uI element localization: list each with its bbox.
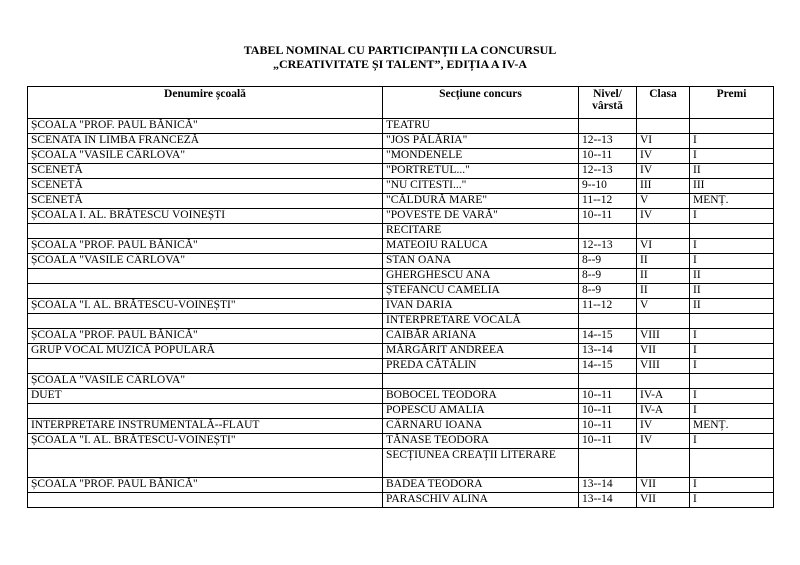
cell-section: "NU CITESTI..." [383, 179, 579, 194]
table-row [28, 478, 774, 493]
participants-table [27, 86, 774, 508]
cell-section: POPESCU AMALIA [383, 404, 579, 419]
document-title-line1: TABEL NOMINAL CU PARTICIPANȚII LA CONCURSUL [243, 43, 557, 57]
cell-level: 10--11 [579, 404, 637, 419]
cell-prize: I [690, 254, 774, 269]
cell-section: "PORTRETUL..." [383, 164, 579, 179]
cell-school: ȘCOALA "VASILE CÂRLOVA" [28, 254, 383, 269]
cell-prize: I [690, 478, 774, 493]
cell-class [637, 119, 690, 134]
cell-section: PREDA CĂTĂLIN [383, 359, 579, 374]
cell-class: V [637, 299, 690, 314]
cell-level: 10--11 [579, 419, 637, 434]
cell-prize: I [690, 359, 774, 374]
cell-school: ȘCOALA "PROF. PAUL BĂNICĂ" [28, 239, 383, 254]
header-level: Nivel/ vârstă [579, 87, 637, 119]
cell-level: 10--11 [579, 209, 637, 224]
cell-school [28, 493, 383, 508]
cell-class [637, 314, 690, 329]
cell-school [28, 224, 383, 239]
cell-level [579, 314, 637, 329]
cell-section [383, 374, 579, 389]
cell-class: III [637, 179, 690, 194]
cell-prize [690, 314, 774, 329]
table-row [28, 194, 774, 209]
table-row [28, 493, 774, 508]
cell-school: SCENETĂ [28, 194, 383, 209]
cell-prize: II [690, 284, 774, 299]
table-header-row [28, 87, 774, 119]
cell-level [579, 119, 637, 134]
cell-level [579, 449, 637, 478]
header-school: Denumire școală [28, 87, 383, 119]
cell-level: 14--15 [579, 359, 637, 374]
table-row [28, 389, 774, 404]
cell-level: 8--9 [579, 254, 637, 269]
table-row [28, 254, 774, 269]
cell-section: TEATRU [383, 119, 579, 134]
cell-level: 12--13 [579, 134, 637, 149]
cell-class: IV-A [637, 404, 690, 419]
cell-class [637, 374, 690, 389]
cell-prize: I [690, 434, 774, 449]
cell-level: 14--15 [579, 329, 637, 344]
cell-section: STAN OANA [383, 254, 579, 269]
cell-prize: I [690, 329, 774, 344]
cell-prize: II [690, 164, 774, 179]
cell-section: ȘTEFANCU CAMELIA [383, 284, 579, 299]
cell-section: CAIBĂR ARIANA [383, 329, 579, 344]
cell-section: IVAN DARIA [383, 299, 579, 314]
cell-level: 10--11 [579, 434, 637, 449]
cell-section: TĂNASE TEODORA [383, 434, 579, 449]
cell-class: VI [637, 134, 690, 149]
table-row [28, 119, 774, 134]
cell-class: IV-A [637, 389, 690, 404]
table-row [28, 344, 774, 359]
cell-prize: III [690, 179, 774, 194]
cell-prize: I [690, 134, 774, 149]
cell-section: BOBOCEL TEODORA [383, 389, 579, 404]
table-row [28, 209, 774, 224]
table-body [28, 119, 774, 508]
cell-school [28, 284, 383, 299]
cell-prize [690, 119, 774, 134]
cell-class: IV [637, 164, 690, 179]
cell-class: IV [637, 209, 690, 224]
cell-level: 11--12 [579, 194, 637, 209]
cell-level: 10--11 [579, 149, 637, 164]
cell-school [28, 269, 383, 284]
cell-level: 8--9 [579, 284, 637, 299]
cell-level: 10--11 [579, 389, 637, 404]
cell-class: II [637, 254, 690, 269]
cell-prize: II [690, 299, 774, 314]
table-row [28, 449, 774, 478]
cell-school: DUET [28, 389, 383, 404]
table-row [28, 239, 774, 254]
cell-school: INTERPRETARE INSTRUMENTALĂ--FLAUT [28, 419, 383, 434]
cell-school: ȘCOALA "VASILE CÂRLOVA" [28, 374, 383, 389]
table-row [28, 359, 774, 374]
cell-school [28, 449, 383, 478]
cell-class: VII [637, 344, 690, 359]
cell-class [637, 224, 690, 239]
cell-section: SECȚIUNEA CREAȚII LITERARE [383, 449, 579, 478]
cell-section: CÂRNARU IOANA [383, 419, 579, 434]
header-section: Secțiune concurs [383, 87, 579, 119]
cell-class: IV [637, 434, 690, 449]
table-row [28, 149, 774, 164]
table-row [28, 314, 774, 329]
cell-school: ȘCOALA I. AL. BRĂTESCU VOINEȘTI [28, 209, 383, 224]
cell-level: 12--13 [579, 164, 637, 179]
cell-section: MĂRGĂRIT ANDREEA [383, 344, 579, 359]
cell-school [28, 314, 383, 329]
cell-school: GRUP VOCAL MUZICĂ POPULARĂ [28, 344, 383, 359]
cell-prize [690, 374, 774, 389]
cell-section: INTERPRETARE VOCALĂ [383, 314, 579, 329]
cell-school: ȘCOALA "VASILE CÂRLOVA" [28, 149, 383, 164]
table-row [28, 224, 774, 239]
cell-school [28, 404, 383, 419]
cell-school [28, 359, 383, 374]
cell-level: 13--14 [579, 478, 637, 493]
table-row [28, 164, 774, 179]
cell-school: ȘCOALA "PROF. PAUL BĂNICĂ" [28, 329, 383, 344]
header-prizes: Premi [690, 87, 774, 119]
cell-class: IV [637, 149, 690, 164]
cell-level: 8--9 [579, 269, 637, 284]
cell-prize: MENȚ. [690, 194, 774, 209]
cell-prize: MENȚ. [690, 419, 774, 434]
cell-prize: I [690, 149, 774, 164]
table-row [28, 134, 774, 149]
cell-class: VIII [637, 359, 690, 374]
cell-school: SCENETĂ [28, 179, 383, 194]
cell-class: VIII [637, 329, 690, 344]
cell-section: "MONDENELE [383, 149, 579, 164]
cell-section: GHERGHESCU ANA [383, 269, 579, 284]
cell-class: II [637, 269, 690, 284]
cell-level: 13--14 [579, 493, 637, 508]
cell-prize: I [690, 493, 774, 508]
document-title-line2: „CREATIVITATE ȘI TALENT”, EDIȚIA A IV-A [272, 57, 528, 71]
cell-school: ȘCOALA "I. AL. BRĂTESCU-VOINEȘTI" [28, 299, 383, 314]
table-row [28, 419, 774, 434]
cell-school: SCENATA IN LIMBA FRANCEZĂ [28, 134, 383, 149]
cell-section: "JOS PĂLĂRIA" [383, 134, 579, 149]
cell-prize: I [690, 344, 774, 359]
cell-prize: I [690, 404, 774, 419]
table-row [28, 434, 774, 449]
table-row [28, 284, 774, 299]
cell-prize: I [690, 389, 774, 404]
cell-class: VII [637, 478, 690, 493]
cell-class: VII [637, 493, 690, 508]
cell-section: BADEA TEODORA [383, 478, 579, 493]
cell-level: 9--10 [579, 179, 637, 194]
cell-level: 12--13 [579, 239, 637, 254]
cell-prize: I [690, 239, 774, 254]
cell-level [579, 224, 637, 239]
cell-level: 13--14 [579, 344, 637, 359]
cell-school: ȘCOALA "PROF. PAUL BĂNICĂ" [28, 119, 383, 134]
cell-section: PARASCHIV ALINA [383, 493, 579, 508]
cell-class: IV [637, 419, 690, 434]
cell-prize [690, 449, 774, 478]
cell-section: MATEOIU RALUCA [383, 239, 579, 254]
cell-school: ȘCOALA "I. AL. BRĂTESCU-VOINEȘTI" [28, 434, 383, 449]
cell-class: VI [637, 239, 690, 254]
table-row [28, 299, 774, 314]
cell-class: V [637, 194, 690, 209]
cell-level [579, 374, 637, 389]
cell-prize: II [690, 269, 774, 284]
cell-prize [690, 224, 774, 239]
cell-class [637, 449, 690, 478]
cell-prize: I [690, 209, 774, 224]
table-row [28, 404, 774, 419]
cell-level: 11--12 [579, 299, 637, 314]
cell-class: II [637, 284, 690, 299]
table-row [28, 269, 774, 284]
cell-school: ȘCOALA "PROF. PAUL BĂNICĂ" [28, 478, 383, 493]
table-row [28, 374, 774, 389]
header-class: Clasa [637, 87, 690, 119]
cell-section: RECITARE [383, 224, 579, 239]
table-row [28, 329, 774, 344]
table-row [28, 179, 774, 194]
cell-school: SCENETĂ [28, 164, 383, 179]
cell-section: "CĂLDURĂ MARE" [383, 194, 579, 209]
cell-section: "POVESTE DE VARĂ" [383, 209, 579, 224]
